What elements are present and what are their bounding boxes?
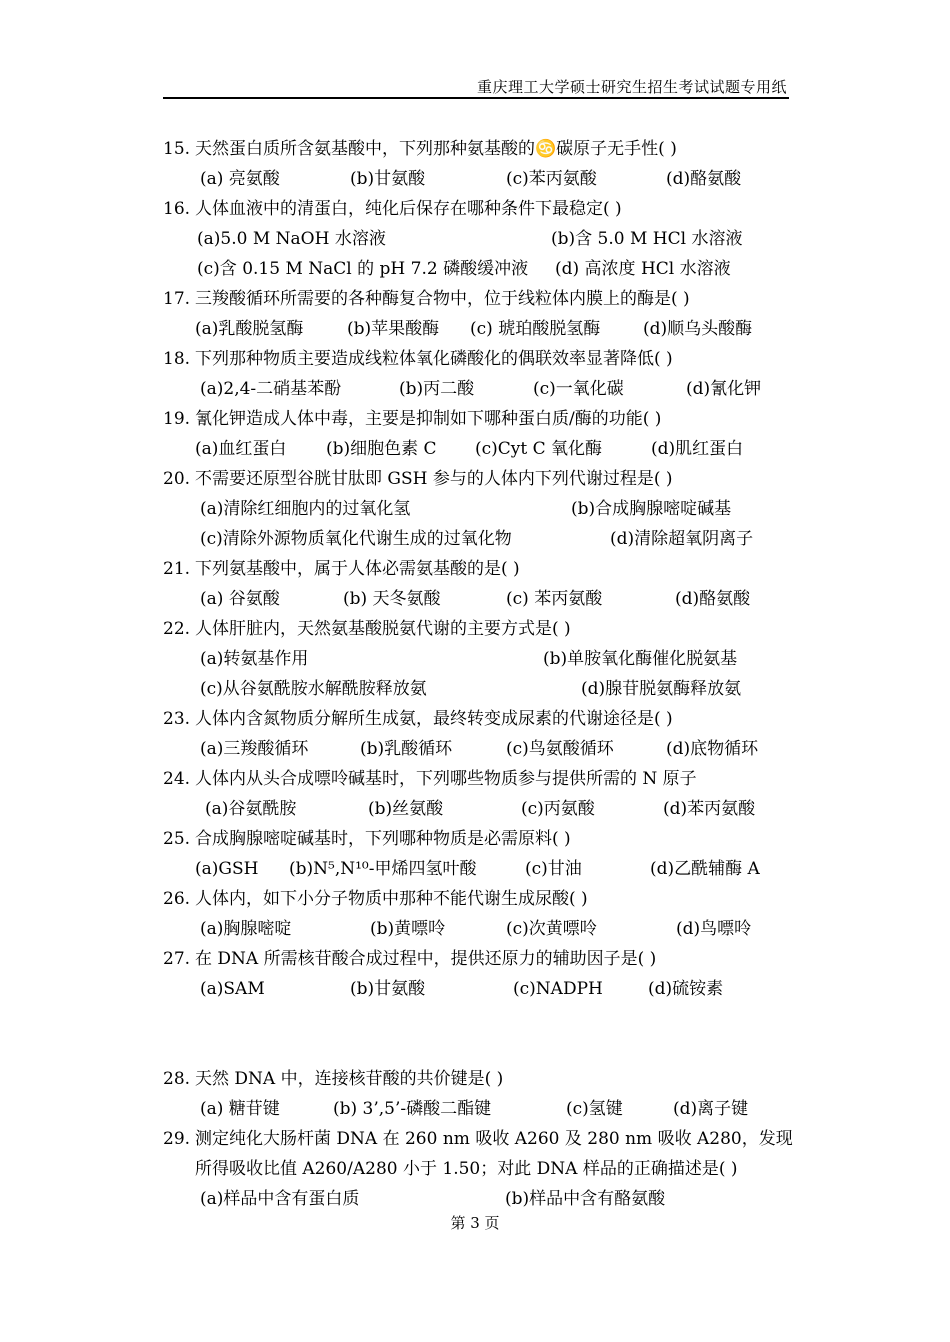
question-text: 下列那种物质主要造成线粒体氧化磷酸化的偶联效率显著降低( ) — [195, 349, 673, 369]
question-text-continued: 所得吸收比值 A260/A280 小于 1.50；对此 DNA 样品的正确描述是( ) — [195, 1159, 738, 1179]
question-number: 16. — [163, 199, 191, 219]
answer-option: (d)乙酰辅酶 A — [650, 859, 760, 879]
question-stem — [163, 554, 793, 584]
question-stem — [163, 1124, 793, 1154]
question-text: 人体内，如下小分子物质中那种不能代谢生成尿酸( ) — [195, 889, 588, 909]
answer-option: (c)氢键 — [566, 1099, 623, 1119]
answer-option: (b)含 5.0 M HCl 水溶液 — [551, 229, 743, 249]
question-number: 24. — [163, 769, 191, 789]
answer-option: (c)Cyt C 氧化酶 — [475, 439, 603, 459]
option-row — [163, 974, 793, 1004]
answer-option: (b)丙二酸 — [399, 379, 475, 399]
answer-option: (d) 高浓度 HCl 水溶液 — [555, 259, 731, 279]
answer-option: (a)谷氨酰胺 — [205, 799, 297, 819]
question-stem — [163, 134, 793, 164]
answer-option: (a)血红蛋白 — [195, 439, 287, 459]
answer-option: (a) 糖苷键 — [200, 1099, 280, 1119]
answer-option: (d)酪氨酸 — [666, 169, 742, 189]
answer-option: (b)乳酸循环 — [360, 739, 453, 759]
option-row — [163, 374, 793, 404]
option-row — [163, 434, 793, 464]
answer-option: (d)清除超氧阴离子 — [610, 529, 754, 549]
page-number: 第 3 页 — [450, 1214, 500, 1232]
question-stem — [163, 194, 793, 224]
question-text: 合成胸腺嘧啶碱基时，下列哪种物质是必需原料( ) — [195, 829, 571, 849]
answer-option: (b)黄嘌呤 — [370, 919, 446, 939]
answer-option: (b)样品中含有酪氨酸 — [505, 1189, 666, 1209]
answer-option: (b) 天冬氨酸 — [343, 589, 441, 609]
question-text: 在 DNA 所需核苷酸合成过程中，提供还原力的辅助因子是( ) — [195, 949, 657, 969]
answer-option: (d)鸟嘌呤 — [676, 919, 752, 939]
question-number: 23. — [163, 709, 191, 729]
question-number: 29. — [163, 1129, 191, 1149]
answer-option: (d)腺苷脱氨酶释放氨 — [581, 679, 742, 699]
question-number: 19. — [163, 409, 191, 429]
question-number: 17. — [163, 289, 191, 309]
answer-option: (d)硫铵素 — [648, 979, 724, 999]
option-row — [163, 1184, 793, 1214]
answer-option: (a) 亮氨酸 — [200, 169, 280, 189]
answer-option: (d)酪氨酸 — [675, 589, 751, 609]
answer-option: (d)肌红蛋白 — [651, 439, 744, 459]
option-row — [163, 164, 793, 194]
header-rule — [163, 97, 789, 99]
question-stem — [163, 404, 793, 434]
question-text: 人体内从头合成嘌呤碱基时，下列哪些物质参与提供所需的 N 原子 — [195, 769, 697, 789]
question-text: 人体内含氮物质分解所生成氨，最终转变成尿素的代谢途径是( ) — [195, 709, 673, 729]
option-row — [163, 914, 793, 944]
answer-option: (c)清除外源物质氧化代谢生成的过氧化物 — [200, 529, 512, 549]
answer-option: (d)苯丙氨酸 — [663, 799, 756, 819]
question-text: 氰化钾造成人体中毒，主要是抑制如下哪种蛋白质/酶的功能( ) — [195, 409, 662, 429]
question-text: 人体血液中的清蛋白，纯化后保存在哪种条件下最稳定( ) — [195, 199, 622, 219]
answer-option: (d)离子键 — [673, 1099, 749, 1119]
question-stem — [163, 884, 793, 914]
option-row — [163, 224, 793, 254]
question-number: 26. — [163, 889, 191, 909]
question-number: 28. — [163, 1069, 191, 1089]
answer-option: (b)甘氨酸 — [350, 169, 426, 189]
option-row — [163, 314, 793, 344]
question-stem — [163, 614, 793, 644]
answer-option: (a)GSH — [195, 859, 259, 879]
question-list — [163, 134, 793, 1214]
answer-option: (c)一氧化碳 — [533, 379, 624, 399]
answer-option: (c)从谷氨酰胺水解酰胺释放氨 — [200, 679, 427, 699]
answer-option: (b)细胞色素 C — [326, 439, 437, 459]
question-stem — [163, 704, 793, 734]
answer-option: (b)单胺氧化酶催化脱氨基 — [543, 649, 738, 669]
option-row — [163, 734, 793, 764]
answer-option: (d)顺乌头酸酶 — [643, 319, 753, 339]
answer-option: (d)底物循环 — [666, 739, 759, 759]
question-text: 测定纯化大肠杆菌 DNA 在 260 nm 吸收 A260 及 280 nm 吸收 A280，发现 — [195, 1129, 793, 1149]
answer-option: (c)NADPH — [513, 979, 603, 999]
question-stem — [163, 824, 793, 854]
answer-option: (a)样品中含有蛋白质 — [200, 1189, 360, 1209]
answer-option: (b)苹果酸酶 — [347, 319, 440, 339]
answer-option: (c)次黄嘌呤 — [506, 919, 597, 939]
question-text: 下列氨基酸中，属于人体必需氨基酸的是( ) — [195, 559, 520, 579]
question-text: 天然 DNA 中，连接核苷酸的共价键是( ) — [195, 1069, 504, 1089]
question-stem — [163, 764, 793, 794]
option-row — [163, 1094, 793, 1124]
answer-option: (b) 3’,5’-磷酸二酯键 — [333, 1099, 492, 1119]
answer-option: (c)苯丙氨酸 — [506, 169, 597, 189]
answer-option: (d)氰化钾 — [686, 379, 762, 399]
option-row — [163, 584, 793, 614]
question-number: 21. — [163, 559, 191, 579]
question-text: 天然蛋白质所含氨基酸中，下列那种氨基酸的♋碳原子无手性( ) — [195, 139, 677, 159]
answer-option: (a)胸腺嘧啶 — [200, 919, 292, 939]
answer-option: (b)甘氨酸 — [350, 979, 426, 999]
question-number: 25. — [163, 829, 191, 849]
answer-option: (c)丙氨酸 — [521, 799, 595, 819]
option-row — [163, 494, 793, 524]
answer-option: (b)N⁵,N¹⁰-甲烯四氢叶酸 — [289, 859, 477, 879]
option-row — [163, 674, 793, 704]
option-row — [163, 254, 793, 284]
question-stem — [163, 284, 793, 314]
question-text: 人体肝脏内，天然氨基酸脱氨代谢的主要方式是( ) — [195, 619, 571, 639]
answer-option: (c)含 0.15 M NaCl 的 pH 7.2 磷酸缓冲液 — [197, 259, 529, 279]
answer-option: (b)丝氨酸 — [368, 799, 444, 819]
answer-option: (a)转氨基作用 — [200, 649, 309, 669]
question-number: 20. — [163, 469, 191, 489]
question-stem — [163, 344, 793, 374]
header-title: 重庆理工大学硕士研究生招生考试试题专用纸 — [476, 78, 787, 96]
answer-option: (a)5.0 M NaOH 水溶液 — [197, 229, 386, 249]
option-row — [163, 644, 793, 674]
answer-option: (c) 苯丙氨酸 — [506, 589, 603, 609]
question-stem — [163, 464, 793, 494]
question-number: 15. — [163, 139, 191, 159]
option-row — [163, 854, 793, 884]
question-stem — [163, 944, 793, 974]
answer-option: (c)甘油 — [525, 859, 582, 879]
option-row — [163, 794, 793, 824]
answer-option: (c) 琥珀酸脱氢酶 — [470, 319, 601, 339]
answer-option: (b)合成胸腺嘧啶碱基 — [571, 499, 732, 519]
answer-option: (a)三羧酸循环 — [200, 739, 309, 759]
option-row — [163, 524, 793, 554]
question-text: 三羧酸循环所需要的各种酶复合物中，位于线粒体内膜上的酶是( ) — [195, 289, 690, 309]
question-number: 27. — [163, 949, 191, 969]
answer-option: (a)乳酸脱氢酶 — [195, 319, 304, 339]
answer-option: (a)SAM — [200, 979, 265, 999]
question-text: 不需要还原型谷胱甘肽即 GSH 参与的人体内下列代谢过程是( ) — [195, 469, 673, 489]
question-number: 22. — [163, 619, 191, 639]
answer-option: (a)清除红细胞内的过氧化氢 — [200, 499, 411, 519]
blank-gap — [163, 1004, 793, 1064]
answer-option: (a) 谷氨酸 — [200, 589, 280, 609]
answer-option: (a)2,4-二硝基苯酚 — [200, 379, 342, 399]
question-number: 18. — [163, 349, 191, 369]
question-stem — [163, 1064, 793, 1094]
answer-option: (c)鸟氨酸循环 — [506, 739, 614, 759]
